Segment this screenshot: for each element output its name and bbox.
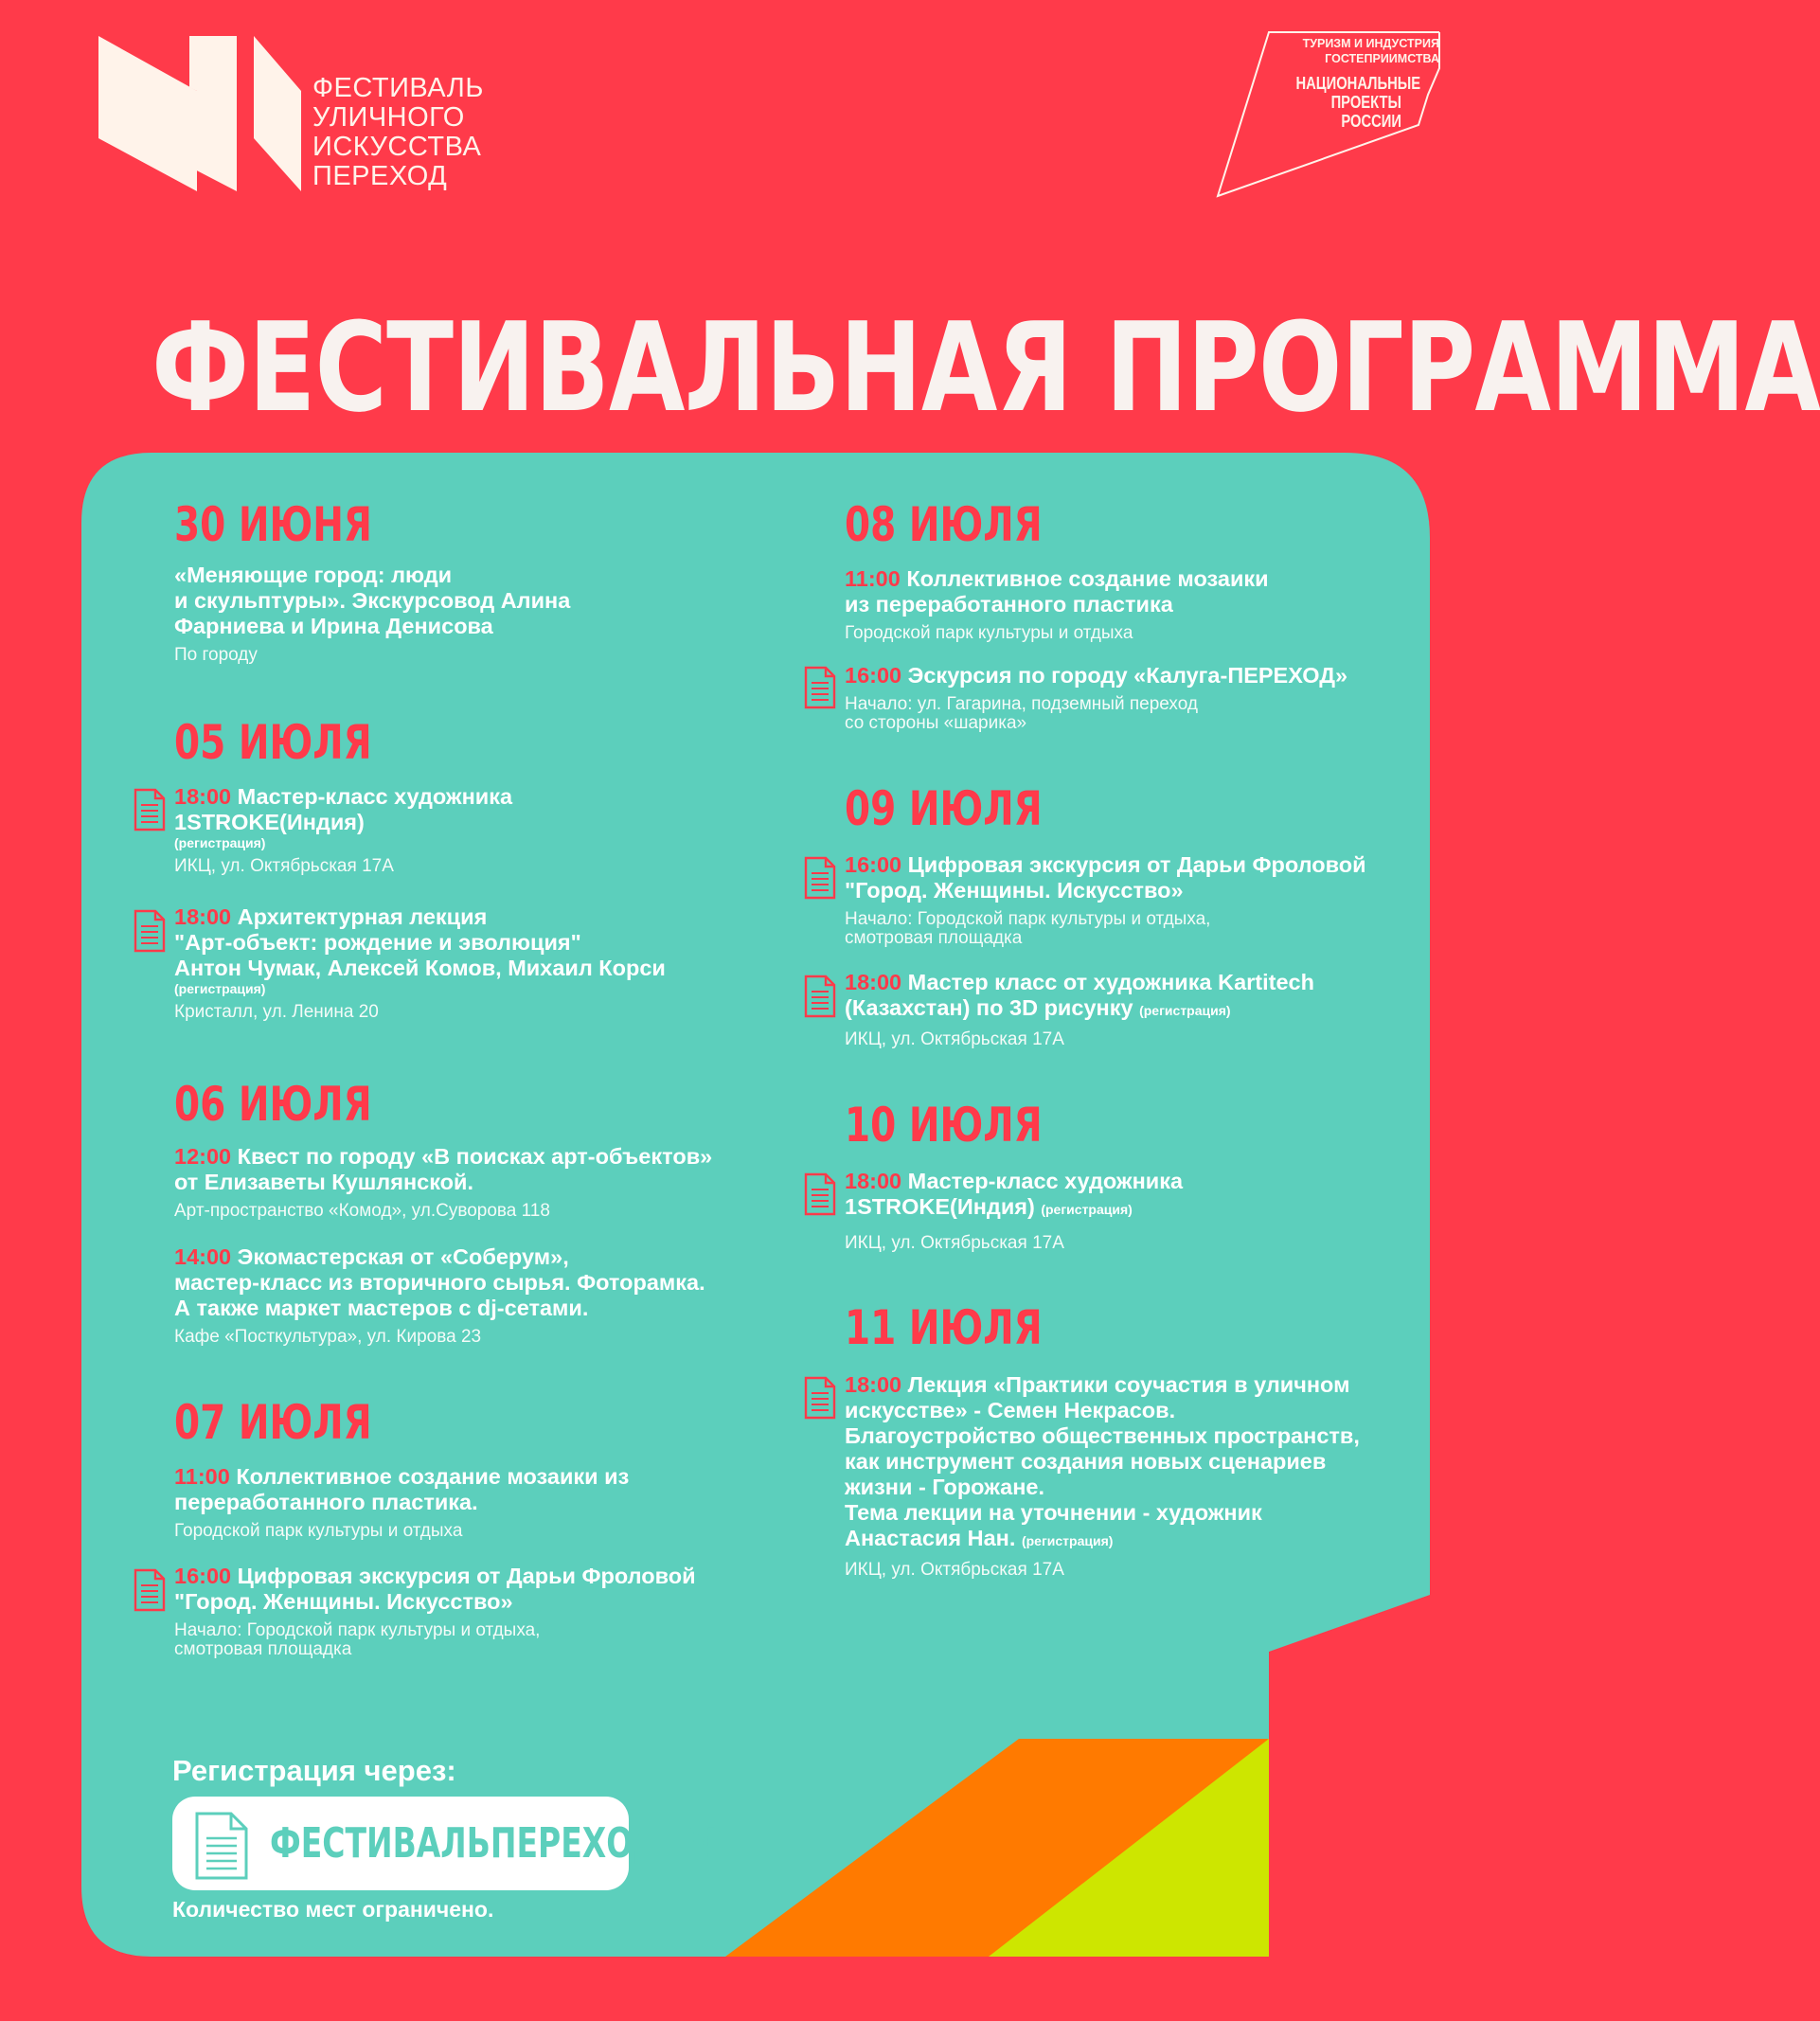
event-location: Городской парк культуры и отдыха [845, 623, 1133, 643]
event-time: 12:00 [174, 1144, 232, 1169]
registration-note: (регистрация) [174, 835, 266, 850]
event-location: ИКЦ, ул. Октябрьская 17А [845, 1029, 1064, 1049]
event-time: 11:00 [174, 1464, 230, 1489]
partner-caption [1240, 36, 1439, 66]
partner-name-line: НАЦИОНАЛЬНЫЕ [1295, 74, 1421, 93]
event-title-line: Коллективное создание мозаики из [236, 1464, 630, 1489]
event-location: Городской парк культуры и отдыха [174, 1521, 463, 1541]
document-icon [803, 975, 837, 1018]
logo-line: УЛИЧНОГО [312, 102, 465, 133]
event-location: Начало: Городской парк культуры и отдыха, [845, 909, 1211, 929]
event-title-line: Благоустройство общественных пространств, [845, 1423, 1360, 1448]
event-title-line: Квест по городу «В поисках арт-объектов» [237, 1144, 713, 1169]
event-item [845, 1169, 1451, 1253]
event-item [174, 1244, 856, 1347]
event-title-line: Коллективное создание мозаики [906, 566, 1269, 591]
document-icon [133, 1568, 167, 1612]
event-time: 16:00 [845, 852, 902, 877]
event-time: 16:00 [845, 663, 902, 688]
document-icon [133, 788, 167, 832]
logo-line: ИСКУССТВА [312, 132, 482, 162]
event-title-line: (Казахстан) по 3D рисунку [845, 995, 1133, 1020]
event-location: смотровая площадка [845, 928, 1023, 948]
event-title-line: переработанного пластика. [174, 1490, 478, 1514]
event-time: 18:00 [845, 1169, 902, 1193]
date-heading: 05 ИЮЛЯ [174, 715, 372, 770]
event-title-line: Цифровая экскурсия от Дарьи Фроловой [237, 1564, 696, 1588]
event-item [174, 563, 780, 665]
event-title-line: из переработанного пластика [845, 592, 1173, 617]
event-title-line: искусстве» - Семен Некрасов. [845, 1398, 1176, 1422]
registration-link[interactable] [172, 1797, 727, 1890]
partner-caption-line: ТУРИЗМ И ИНДУСТРИЯ [1302, 37, 1439, 50]
event-item [845, 852, 1451, 948]
partner-caption-line: ГОСТЕПРИИМСТВА [1325, 52, 1439, 65]
date-heading: 09 ИЮЛЯ [845, 781, 1043, 836]
document-icon [803, 856, 837, 900]
event-time: 18:00 [845, 1372, 902, 1397]
document-icon [803, 666, 837, 709]
event-location: Кристалл, ул. Ленина 20 [174, 1002, 379, 1022]
event-title-line: Мастер-класс художника [237, 784, 513, 809]
event-title-line: как инструмент создания новых сценариев [845, 1449, 1327, 1474]
event-time: 11:00 [845, 566, 901, 591]
event-location: Арт-пространство «Комод», ул.Суворова 118 [174, 1201, 550, 1221]
event-title-line: 1STROKE(Индия) [174, 810, 365, 834]
event-title-line: Мастер класс от художника Kartitech [907, 970, 1314, 994]
event-location: Начало: Городской парк культуры и отдыха, [174, 1620, 541, 1640]
partner-name [1295, 74, 1421, 131]
date-heading: 08 ИЮЛЯ [845, 497, 1043, 552]
limited-seats-note: Количество мест ограничено. [172, 1897, 494, 1922]
event-item [845, 566, 1451, 643]
event-time: 18:00 [174, 904, 232, 929]
event-time: 18:00 [174, 784, 232, 809]
registration-label: Регистрация через: [172, 1754, 456, 1787]
event-location: Кафе «Посткультура», ул. Кирова 23 [174, 1327, 482, 1347]
document-icon [193, 1812, 250, 1880]
logo-line: ПЕРЕХОД [312, 161, 448, 191]
event-item [845, 970, 1451, 1049]
registration-note: (регистрация) [1021, 1533, 1114, 1548]
event-title-line: Анастасия Нан. [845, 1526, 1016, 1550]
event-location: По городу [174, 645, 258, 665]
registration-note: (регистрация) [174, 981, 266, 996]
event-title-line: от Елизаветы Кушлянской. [174, 1170, 473, 1194]
event-item [174, 1464, 780, 1541]
document-icon [133, 909, 167, 953]
page-title: ФЕСТИВАЛЬНАЯ ПРОГРАММА [152, 295, 1820, 439]
event-item [174, 1144, 856, 1221]
event-title-line: Лекция «Практики соучастия в уличном [907, 1372, 1350, 1397]
event-location: смотровая площадка [174, 1639, 352, 1659]
event-title-line: 1STROKE(Индия) [845, 1194, 1035, 1219]
event-title-line: Эскурсия по городу «Калуга-ПЕРЕХОД» [907, 663, 1348, 688]
event-title-line: «Меняющие город: люди [174, 563, 453, 587]
event-item [174, 784, 780, 876]
partner-name-line: ПРОЕКТЫ [1330, 93, 1401, 112]
date-heading: 10 ИЮЛЯ [845, 1098, 1043, 1153]
event-title-line: Цифровая экскурсия от Дарьи Фроловой [907, 852, 1366, 877]
event-location: ИКЦ, ул. Октябрьская 17А [845, 1233, 1064, 1253]
event-title-line: Мастер-класс художника [907, 1169, 1184, 1193]
registration-url: ФЕСТИВАЛЬПЕРЕХОД.РФ [270, 1819, 727, 1868]
event-item [174, 1564, 780, 1659]
registration-note: (регистрация) [1041, 1202, 1133, 1217]
event-location: ИКЦ, ул. Октябрьская 17А [845, 1560, 1064, 1580]
event-time: 18:00 [845, 970, 902, 994]
event-location: Начало: ул. Гагарина, подземный переход [845, 694, 1198, 714]
event-item [845, 1372, 1451, 1580]
event-title-line: "Город. Женщины. Искусство» [845, 878, 1184, 903]
event-title-line: "Арт-объект: рождение и эволюция" [174, 930, 581, 955]
event-title-line: Антон Чумак, Алексей Комов, Михаил Корси [174, 956, 666, 980]
document-icon [803, 1376, 837, 1420]
event-title-line: Фарниева и Ирина Денисова [174, 614, 493, 638]
partner-name-line: РОССИИ [1341, 112, 1401, 131]
logo-line: ФЕСТИВАЛЬ [312, 73, 484, 103]
festival-logo-text [312, 74, 484, 191]
event-item [845, 663, 1451, 733]
event-title-line: Архитектурная лекция [237, 904, 488, 929]
date-heading: 06 ИЮЛЯ [174, 1077, 372, 1132]
event-time: 14:00 [174, 1244, 232, 1269]
date-heading: 07 ИЮЛЯ [174, 1395, 372, 1450]
event-title-line: Экомастерская от «Соберум», [237, 1244, 569, 1269]
event-title-line: Тема лекции на уточнении - художник [845, 1500, 1262, 1525]
event-location: ИКЦ, ул. Октябрьская 17А [174, 856, 394, 876]
document-icon [803, 1172, 837, 1216]
event-title-line: жизни - Горожане. [845, 1475, 1045, 1499]
event-title-line: мастер-класс из вторичного сырья. Фоторамка. [174, 1270, 705, 1295]
event-time: 16:00 [174, 1564, 232, 1588]
event-title-line: А также маркет мастеров с dj-сетами. [174, 1296, 589, 1320]
event-title-line: "Город. Женщины. Искусство» [174, 1589, 513, 1614]
event-item [174, 904, 856, 1022]
event-title-line: и скульптуры». Экскурсовод Алина [174, 588, 571, 613]
event-location: со стороны «шарика» [845, 713, 1027, 733]
date-heading: 30 ИЮНЯ [174, 497, 372, 552]
date-heading: 11 ИЮЛЯ [845, 1300, 1043, 1355]
registration-note: (регистрация) [1139, 1003, 1231, 1018]
